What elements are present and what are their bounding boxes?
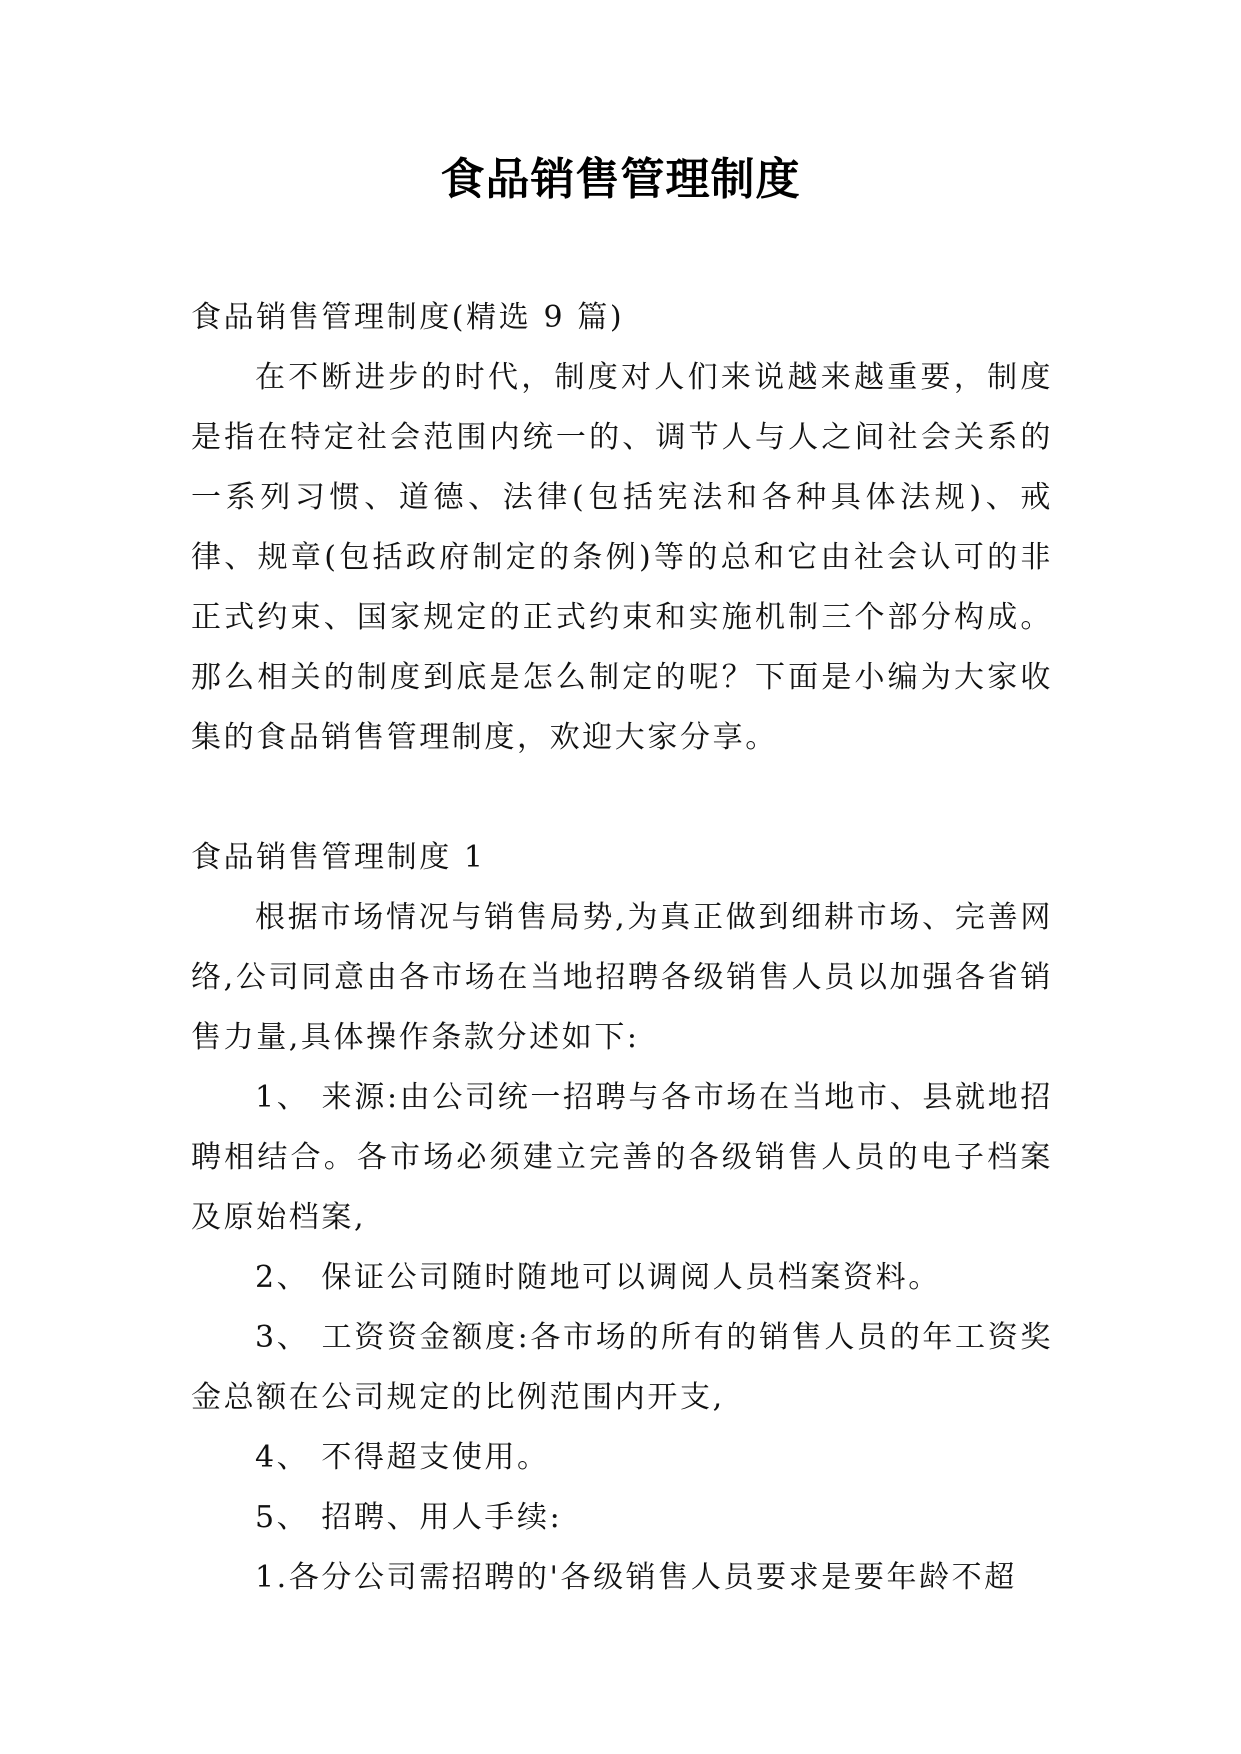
sub-list-item-1: 1.各分公司需招聘的'各级销售人员要求是要年龄不超 bbox=[255, 1560, 1017, 1595]
section-intro-paragraph: 根据市场情况与销售局势,为真正做到细耕市场、完善网络,公司同意由各市场在当地招聘各级销售人员以加强各省销售力量,具体操作条款分述如下: bbox=[191, 900, 1053, 1055]
document-body bbox=[191, 288, 1053, 1608]
intro-paragraph: 在不断进步的时代，制度对人们来说越来越重要，制度是指在特定社会范围内统一的、调节人与人之间社会关系的一系列习惯、道德、法律(包括宪法和各种具体法规)、戒律、规章(包括政府制定的条例)等的总和它由社会认可的非正式约束、国家规定的正式约束和实施机制三个部分构成。那么相关的制度到底是怎么制定的呢？下面是小编为大家收集的食品销售管理制度，欢迎大家分享。 bbox=[191, 360, 1053, 755]
document-title: 食品销售管理制度 bbox=[440, 154, 801, 205]
list-item-2: 2、 保证公司随时随地可以调阅人员档案资料。 bbox=[255, 1260, 941, 1295]
document-subtitle: 食品销售管理制度(精选 9 篇) bbox=[191, 300, 625, 335]
paragraph-spacer bbox=[191, 768, 1053, 828]
list-item-4: 4、 不得超支使用。 bbox=[255, 1440, 550, 1475]
list-item-3: 3、 工资资金额度:各市场的所有的销售人员的年工资奖金总额在公司规定的比例范围内开支, bbox=[191, 1320, 1053, 1415]
section-heading: 食品销售管理制度 1 bbox=[191, 840, 486, 875]
list-item-1: 1、 来源:由公司统一招聘与各市场在当地市、县就地招聘相结合。各市场必须建立完善的各级销售人员的电子档案及原始档案, bbox=[191, 1080, 1053, 1235]
list-item-5: 5、 招聘、用人手续: bbox=[255, 1500, 563, 1535]
